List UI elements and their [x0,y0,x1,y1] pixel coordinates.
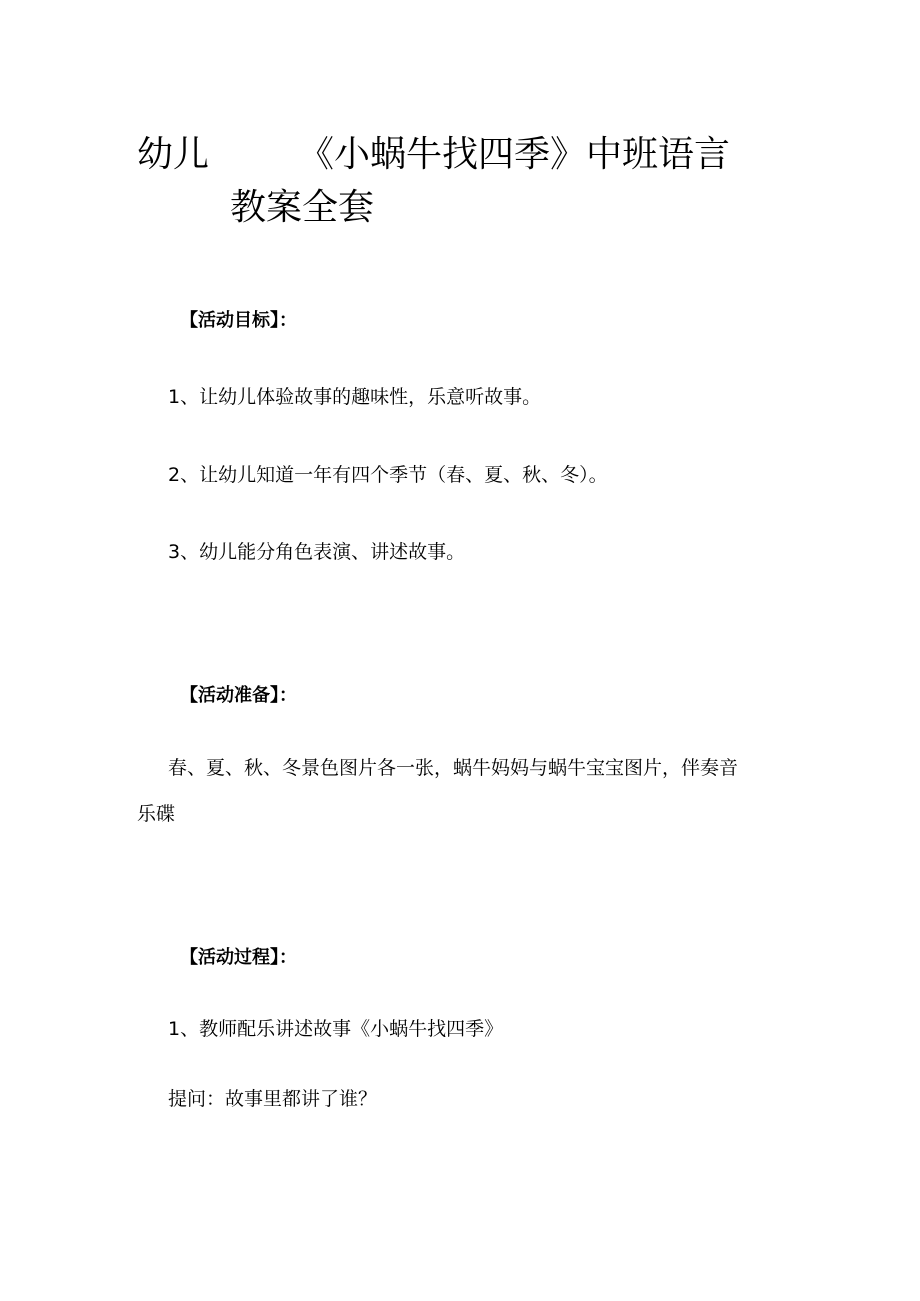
process-item-1: 1、教师配乐讲述故事《小蜗牛找四季》 [168,1018,504,1040]
goal-item-3: 3、幼儿能分角色表演、讲述故事。 [168,541,466,563]
title-part-a: 幼儿 [137,134,210,175]
process-item-2: 提问：故事里都讲了谁？ [168,1088,378,1110]
preparation-text-line-2: 乐碟 [137,803,176,825]
process-heading: 【活动过程】： [180,947,297,968]
title-line-2: 教案全套 [230,187,375,228]
goals-heading: 【活动目标】： [180,310,297,331]
preparation-heading: 【活动准备】： [180,685,297,706]
goal-item-1: 1、让幼儿体验故事的趣味性，乐意听故事。 [168,386,542,408]
title-part-b: 《小蜗牛找四季》中班语言 [298,134,731,175]
preparation-text-line-1: 春、夏、秋、冬景色图片各一张，蜗牛妈妈与蜗牛宝宝图片，伴奏音 [168,757,739,779]
goal-item-2: 2、让幼儿知道一年有四个季节（春、夏、秋、冬）。 [168,464,608,486]
